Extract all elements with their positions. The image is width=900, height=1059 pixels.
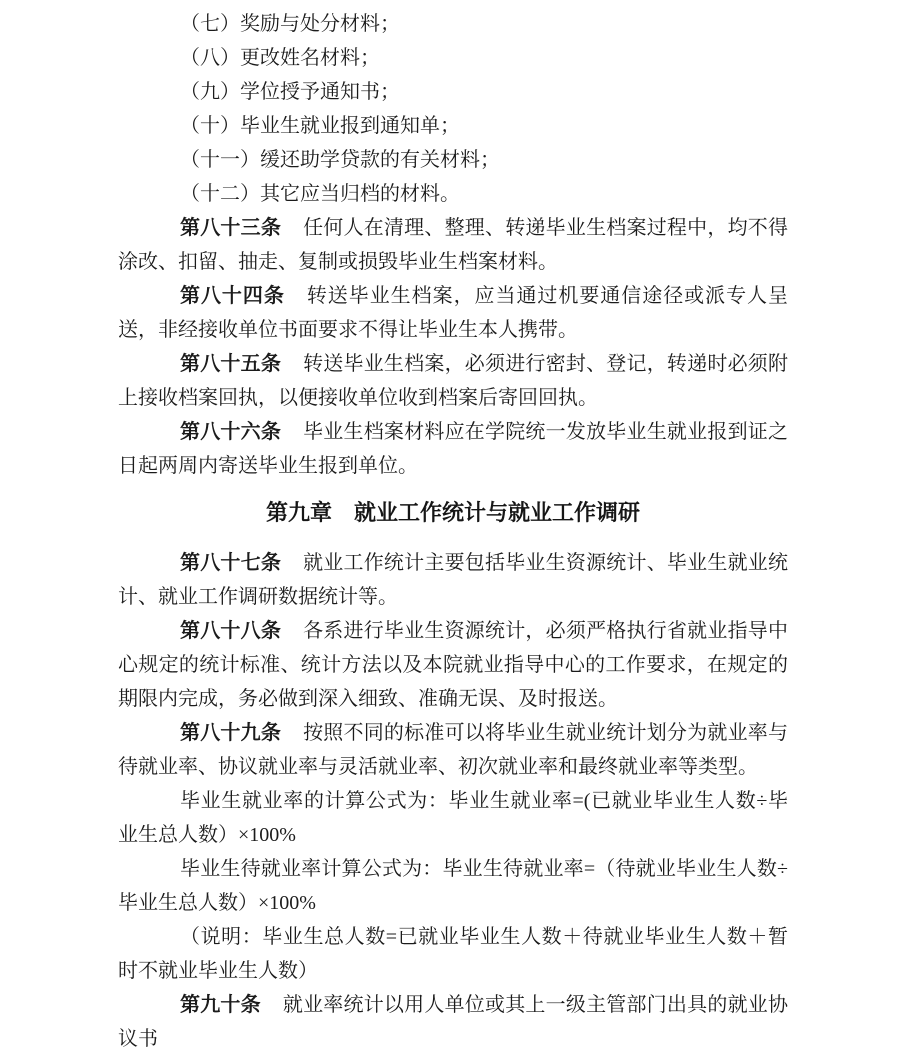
- article-paragraph: [118, 614, 788, 716]
- article-number: 第八十九条: [180, 722, 282, 744]
- article-text: 就业率统计以用人单位或其上一级主管部门出具的就业协议书: [118, 994, 789, 1050]
- list-item: （十）毕业生就业报到通知单；: [180, 115, 460, 137]
- formula-note-paragraph: （说明：毕业生总人数=已就业毕业生人数＋待就业毕业生人数＋暂时不就业毕业生人数）: [118, 926, 788, 982]
- article-paragraph: [118, 988, 788, 1056]
- list-item: （七）奖励与处分材料；: [180, 13, 400, 35]
- article-number: 第八十七条: [180, 552, 282, 574]
- article-text: 就业工作统计主要包括毕业生资源统计、毕业生就业统计、就业工作调研数据统计等。: [118, 552, 789, 608]
- article-text: 转送毕业生档案，应当通过机要通信途径或派专人呈送，非经接收单位书面要求不得让毕业生本人携带。: [118, 285, 789, 341]
- chapter-heading: 第九章 就业工作统计与就业工作调研: [265, 500, 640, 525]
- article-number: 第八十八条: [180, 620, 282, 642]
- article-number: 第八十三条: [180, 217, 282, 239]
- list-item: （十一）缓还助学贷款的有关材料；: [180, 149, 500, 171]
- article-number: 第八十四条: [180, 285, 285, 307]
- article-number: 第九十条: [180, 994, 261, 1016]
- article-text: 毕业生档案材料应在学院统一发放毕业生就业报到证之日起两周内寄送毕业生报到单位。: [118, 421, 789, 477]
- article-number: 第八十六条: [180, 421, 282, 443]
- article-paragraph: [118, 546, 788, 614]
- article-paragraph: [118, 415, 788, 483]
- article-paragraph: [118, 279, 788, 347]
- article-text: 转送毕业生档案，必须进行密封、登记，转递时必须附上接收档案回执，以便接收单位收到档案后寄回回执。: [118, 353, 789, 409]
- formula-paragraph: 毕业生待就业率计算公式为：毕业生待就业率=（待就业毕业生人数÷毕业生总人数）×100%: [118, 858, 788, 914]
- article-number: 第八十五条: [180, 353, 282, 375]
- article-text: 各系进行毕业生资源统计，必须严格执行省就业指导中心规定的统计标准、统计方法以及本院就业指导中心的工作要求，在规定的期限内完成，务必做到深入细致、准确无误、及时报送。: [118, 620, 789, 710]
- article-text: 任何人在清理、整理、转递毕业生档案过程中，均不得涂改、扣留、抽走、复制或损毁毕业生档案材料。: [118, 217, 789, 273]
- article-paragraph: [118, 716, 788, 784]
- article-paragraph: [118, 347, 788, 415]
- list-item: （八）更改姓名材料；: [180, 47, 380, 69]
- article-paragraph: [118, 211, 788, 279]
- list-item: （九）学位授予通知书；: [180, 81, 400, 103]
- article-text: 按照不同的标准可以将毕业生就业统计划分为就业率与待就业率、协议就业率与灵活就业率、初次就业率和最终就业率等类型。: [118, 722, 789, 778]
- list-item: （十二）其它应当归档的材料。: [180, 183, 460, 205]
- formula-paragraph: 毕业生就业率的计算公式为：毕业生就业率=(已就业毕业生人数÷毕业生总人数）×100%: [118, 790, 788, 846]
